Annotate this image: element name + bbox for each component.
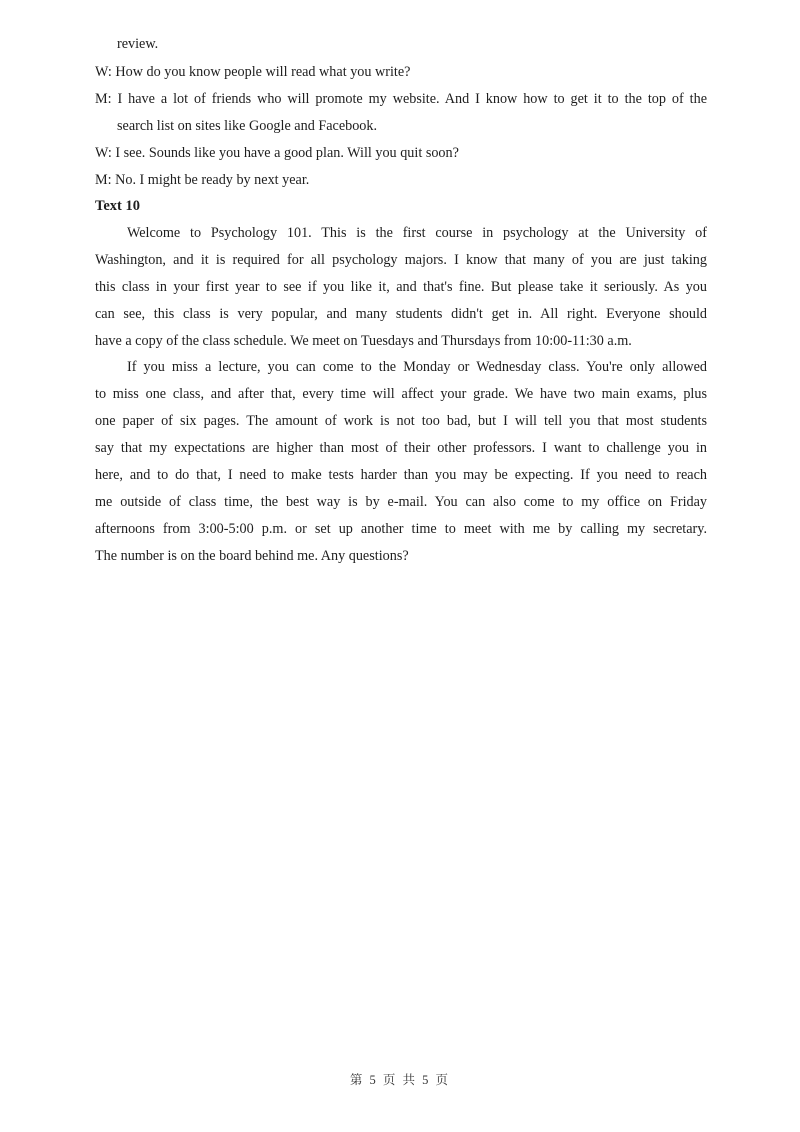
dialogue-line-man-1a: M: I have a lot of friends who will promote my website. And I know how to get it to the top of the <box>95 91 707 107</box>
paragraph-2-line: If you miss a lecture, you can come to the Monday or Wednesday class. You're only allowed <box>127 359 707 375</box>
paragraph-2-line: one paper of six pages. The amount of work is not too bad, but I will tell you that most students <box>95 413 707 429</box>
paragraph-2-line: afternoons from 3:00-5:00 p.m. or set up another time to meet with me by calling my secretary. <box>95 521 707 537</box>
paragraph-1-line: this class in your first year to see if you like it, and that's fine. But please take it seriously. As you <box>95 279 707 295</box>
dialogue-line-man-2: M: No. I might be ready by next year. <box>95 172 310 188</box>
dialogue-line-woman-2: W: I see. Sounds like you have a good plan. Will you quit soon? <box>95 145 459 161</box>
paragraph-1-line: Washington, and it is required for all psychology majors. I know that many of you are just taking <box>95 252 707 268</box>
dialogue-line-man-1b: search list on sites like Google and Facebook. <box>117 118 378 134</box>
dialogue-line-continuation: review. <box>117 36 159 52</box>
paragraph-2-line: say that my expectations are higher than most of their other professors. I want to challenge you in <box>95 440 707 456</box>
paragraph-1-line: Welcome to Psychology 101. This is the first course in psychology at the University of <box>127 225 707 241</box>
paragraph-2-line: me outside of class time, the best way is by e-mail. You can also come to my office on Friday <box>95 494 707 510</box>
paragraph-2-line: The number is on the board behind me. Any questions? <box>95 548 409 564</box>
paragraph-1-line: can see, this class is very popular, and many students didn't get in. All right. Everyone should <box>95 306 707 322</box>
paragraph-1-line: have a copy of the class schedule. We meet on Tuesdays and Thursdays from 10:00-11:30 a.m. <box>95 333 632 349</box>
paragraph-2-line: here, and to do that, I need to make tests harder than you may be expecting. If you need to reach <box>95 467 707 483</box>
paragraph-2-line: to miss one class, and after that, every time will affect your grade. We have two main exams, plus <box>95 386 707 402</box>
section-heading: Text 10 <box>95 198 140 214</box>
dialogue-line-woman-1: W: How do you know people will read what you write? <box>95 64 411 80</box>
page-number-footer: 第 5 页 共 5 页 <box>349 1073 451 1087</box>
